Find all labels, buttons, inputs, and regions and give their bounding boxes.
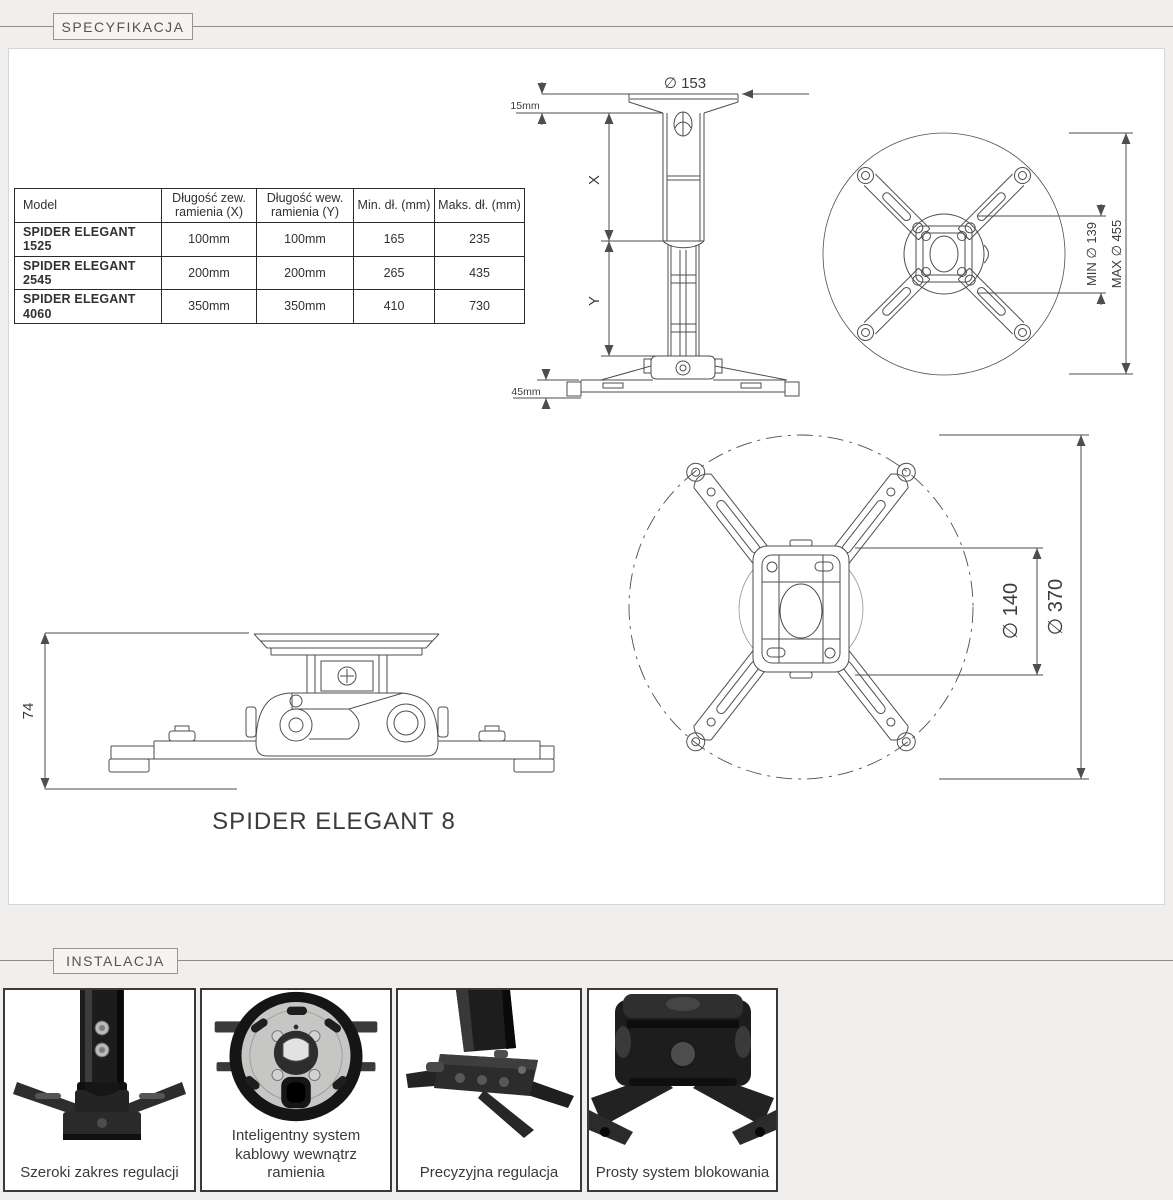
photo-caption: Prosty system blokowania: [595, 1164, 770, 1182]
photo-caption: Szeroki zakres regulacji: [20, 1164, 179, 1182]
dim-min-diameter: MIN ∅ 139: [1084, 221, 1099, 287]
photo-caption: Inteligentny system kablowy wewnątrz ramienia: [231, 1126, 361, 1182]
model-name-cell: SPIDER ELEGANT 1525: [15, 222, 162, 256]
col-header-inner-arm: Długość wew. ramienia (Y): [257, 189, 354, 223]
installation-section-header: [53, 948, 178, 974]
outer-arm-cell: 350mm: [162, 290, 257, 324]
specification-panel: [8, 48, 1165, 905]
inner-arm-cell: 350mm: [257, 290, 354, 324]
specification-label: SPECYFIKACJA: [61, 18, 185, 35]
table-row: [15, 256, 525, 290]
spider-bottom-view-small-drawing: [823, 133, 1133, 375]
dim-top-diameter: ∅ 153: [663, 75, 707, 92]
photo-cable-system: [202, 990, 390, 1127]
photo-caption: Precyzyjna regulacja: [419, 1164, 559, 1182]
dim-outer-diameter: ∅ 370: [1045, 578, 1067, 636]
spec-table-header-row: [15, 189, 525, 223]
min-length-cell: 165: [354, 222, 435, 256]
dim-hub-diameter: ∅ 140: [1000, 582, 1022, 640]
photo-precise-adjustment: [398, 990, 580, 1150]
spider-arm: [958, 164, 1034, 240]
model-name-cell: SPIDER ELEGANT 2545: [15, 256, 162, 290]
inner-arm-cell: 200mm: [257, 256, 354, 290]
dim-arm-y: Y: [586, 295, 603, 307]
photo-locking-system: [589, 990, 776, 1145]
model-name-cell: SPIDER ELEGANT 4060: [15, 290, 162, 324]
min-length-cell: 410: [354, 290, 435, 324]
profile-side-view-drawing: [20, 633, 554, 835]
col-header-min-length: Min. dł. (mm): [354, 189, 435, 223]
photo-adjustment-range: [5, 990, 194, 1145]
dim-profile-height: 74: [20, 702, 37, 720]
specification-section-header: [53, 13, 193, 40]
model-caption: SPIDER ELEGANT 8: [212, 808, 456, 835]
inner-arm-cell: 100mm: [257, 222, 354, 256]
spec-table: [14, 188, 525, 324]
min-length-cell: 265: [354, 256, 435, 290]
spider-arm: [958, 268, 1034, 344]
spider-arm: [854, 164, 930, 240]
col-header-outer-arm: Długość zew. ramienia (X): [162, 189, 257, 223]
installation-photo-card: [587, 988, 778, 1192]
table-row: [15, 222, 525, 256]
dim-base-height: 45mm: [511, 386, 541, 398]
installation-photo-card: [3, 988, 196, 1192]
dim-plate-thickness: 15mm: [510, 100, 540, 112]
col-header-model: Model: [15, 189, 162, 223]
col-header-max-length: Maks. dł. (mm): [435, 189, 525, 223]
technical-drawings: [9, 49, 1166, 906]
max-length-cell: 730: [435, 290, 525, 324]
max-length-cell: 435: [435, 256, 525, 290]
spider-bottom-view-large-drawing: [629, 435, 1089, 779]
pole-side-view-drawing: [510, 75, 809, 409]
spider-arm: [854, 268, 930, 344]
dim-arm-x: X: [586, 174, 603, 186]
max-length-cell: 235: [435, 222, 525, 256]
dim-max-diameter: MAX ∅ 455: [1109, 219, 1124, 289]
table-row: [15, 290, 525, 324]
outer-arm-cell: 100mm: [162, 222, 257, 256]
installation-label: INSTALACJA: [66, 953, 165, 969]
installation-photo-card: [396, 988, 582, 1192]
installation-photo-card: [200, 988, 392, 1192]
outer-arm-cell: 200mm: [162, 256, 257, 290]
